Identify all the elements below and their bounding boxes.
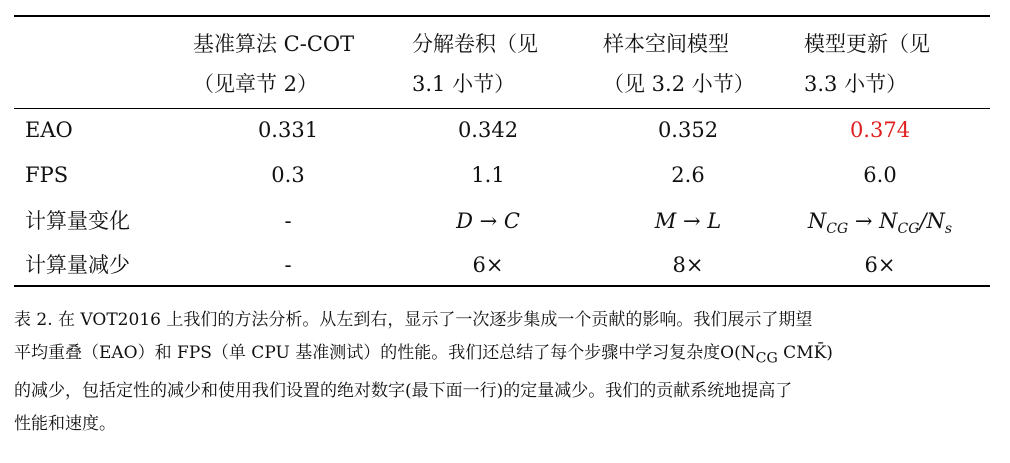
table-bottom-rule	[14, 285, 990, 287]
table-cell: 2.6	[671, 163, 705, 187]
table-cell: 1.1	[471, 163, 505, 187]
caption-line: 平均重叠（EAO）和 FPS（单 CPU 基准测试）的性能。我们还总结了每个步骤中学习复杂度$O(N_{CG}$ CMK̄)	[14, 343, 833, 367]
complexity-formula-cell: $N_{CG} \to N_{CG}/N_s$	[807, 209, 953, 238]
table-cell: 6.0	[863, 163, 897, 187]
best-eao-cell: 0.374	[849, 118, 911, 142]
caption-line: 性能和速度。	[14, 414, 116, 435]
table-cell: 6×	[864, 253, 896, 277]
header-factorized-line1: 分解卷积（见	[412, 32, 538, 56]
header-baseline-line1: 基准算法 C-COT	[193, 32, 355, 56]
caption-line: 表 2. 在 VOT2016 上我们的方法分析。从左到右，显示了一次逐步集成一个贡献的影响。我们展示了期望	[14, 310, 813, 330]
header-factorized-line2: 3.1 小节）	[412, 72, 516, 96]
complexity-formula-cell: M → L	[654, 209, 722, 233]
header-model-update-line1: 模型更新（见	[804, 32, 930, 56]
row-label-complexity-change: 计算量变化	[25, 209, 130, 233]
complexity-formula-cell: D → C	[456, 209, 520, 233]
table-mid-rule	[14, 108, 990, 109]
table-cell: 0.331	[257, 118, 319, 142]
table-cell: -	[284, 209, 292, 233]
table-cell: 8×	[672, 253, 704, 277]
table-cell: 0.342	[457, 118, 519, 142]
table-cell: -	[284, 253, 292, 277]
row-label-complexity-reduction: 计算量减少	[25, 253, 130, 277]
table-cell: 6×	[472, 253, 504, 277]
table-caption	[14, 304, 996, 441]
header-baseline-line2: （见章节 2）	[193, 72, 319, 96]
row-label-eao: EAO	[25, 118, 73, 142]
header-model-update-line2: 3.3 小节）	[804, 72, 908, 96]
header-sample-space-line1: 样本空间模型	[603, 32, 729, 56]
row-label-fps: FPS	[25, 163, 69, 187]
table-top-rule	[14, 15, 990, 17]
table-cell: 0.352	[657, 118, 719, 142]
header-sample-space-line2: （见 3.2 小节）	[603, 72, 755, 96]
caption-line: 的减少，包括定性的减少和使用我们设置的绝对数字(最下面一行)的定量减少。我们的贡献系统地提高了	[14, 381, 793, 402]
table-cell: 0.3	[271, 163, 305, 187]
